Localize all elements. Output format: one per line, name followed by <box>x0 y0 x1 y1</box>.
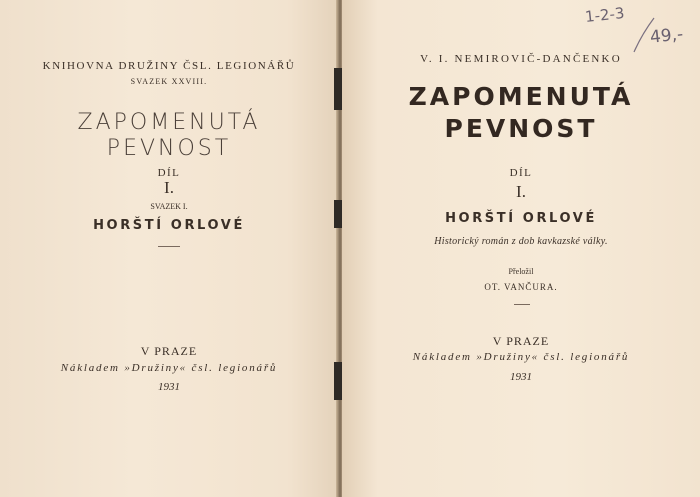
ornament-dash <box>514 304 530 305</box>
series-name: KNIHOVNA DRUŽINY ČSL. LEGIONÁŘŮ <box>42 60 296 72</box>
part-label: DÍL <box>157 167 181 179</box>
author: V. I. NEMIROVIČ-DANČENKO <box>420 53 622 65</box>
place: V PRAZE <box>492 334 550 348</box>
handwritten-note: 1-2-3 <box>584 3 626 27</box>
place: V PRAZE <box>140 344 198 358</box>
pencil-stroke <box>630 14 658 54</box>
subvolume: SVAZEK I. <box>150 202 188 211</box>
translated-label: Přeložil <box>508 267 534 276</box>
subtitle: HORŠTÍ ORLOVÉ <box>445 211 597 226</box>
title-line-2: PEVNOST <box>106 136 232 161</box>
ornament-dash <box>158 246 180 247</box>
subtitle: HORŠTÍ ORLOVÉ <box>93 218 245 233</box>
part-number: I. <box>164 178 174 197</box>
title-line-1: ZAPOMENUTÁ <box>77 110 261 135</box>
part-label: DÍL <box>509 167 533 179</box>
left-page <box>0 0 338 497</box>
translator: OT. VANČURA. <box>484 282 558 292</box>
year: 1931 <box>510 371 532 383</box>
series-volume: SVAZEK XXVIII. <box>130 77 208 86</box>
handwritten-price: 49,- <box>649 24 685 48</box>
publisher: Nákladem »Družiny« čsl. legionářů <box>60 362 278 374</box>
part-number: I. <box>516 182 526 201</box>
year: 1931 <box>158 381 180 393</box>
publisher: Nákladem »Družiny« čsl. legionářů <box>412 351 630 363</box>
right-page <box>342 0 700 497</box>
title-line-1: ZAPOMENUTÁ <box>408 82 634 111</box>
title-line-2: PEVNOST <box>444 114 598 143</box>
description: Historický román z dob kavkazské války. <box>434 236 608 247</box>
